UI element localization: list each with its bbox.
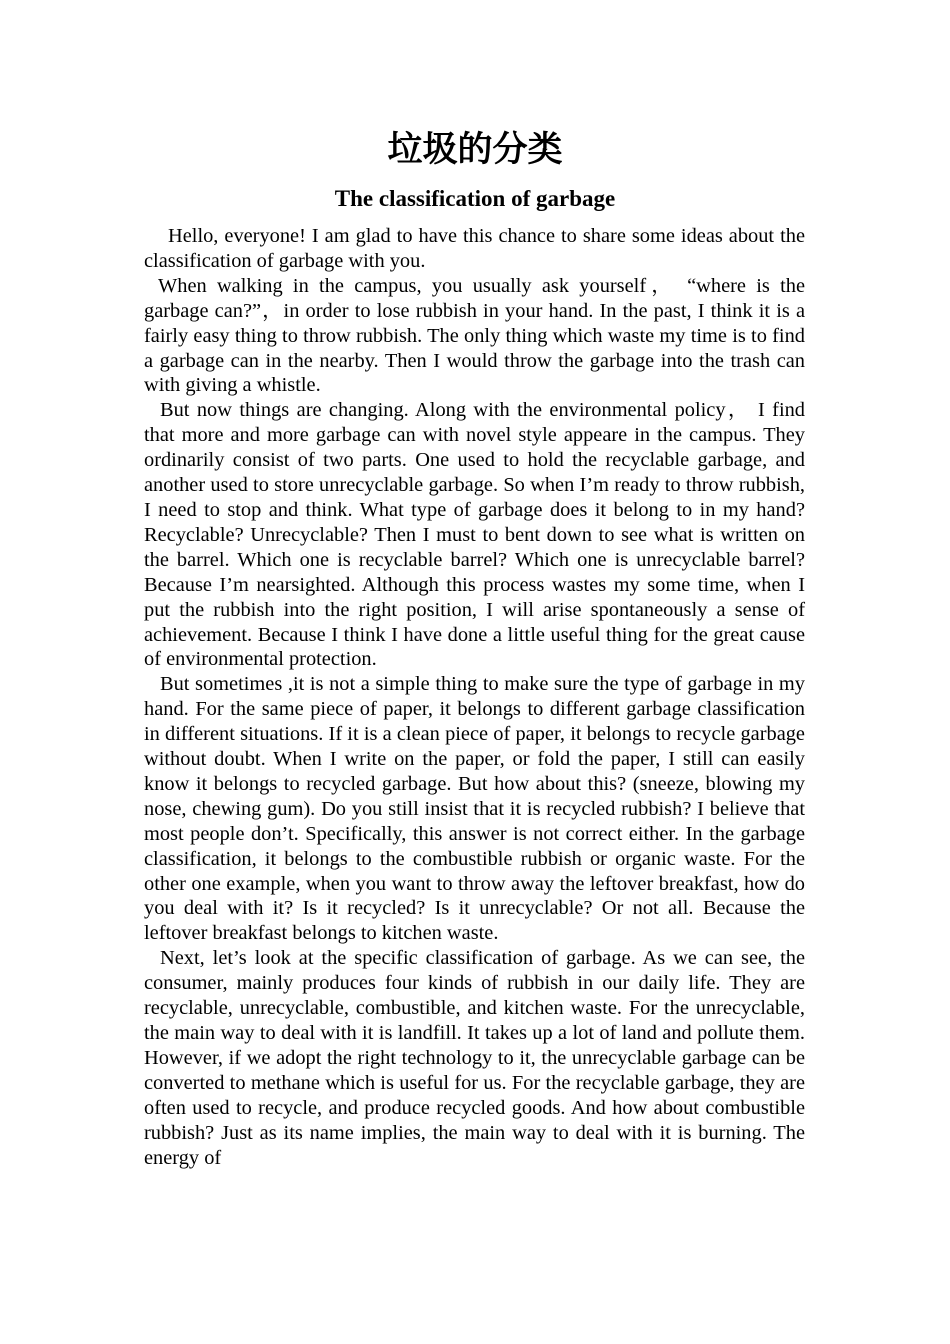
body-text bbox=[144, 224, 805, 1170]
paragraph-classification: Next, let’s look at the specific classification of garbage. As we can see, the consumer, mainly produces four kinds of rubbish in our daily life. They are recyclable, unrecyclable, combustible, and kitchen waste. For the unrecyclable, the main way to deal with it is landfill. It takes up a lot of land and pollute them. However, if we adopt the right technology to it, the unrecyclable garbage can be converted to methane which is useful for us. For the recyclable garbage, they are often used to recycle, and produce recycled goods. And how about combustible rubbish? Just as its name implies, the main way to deal with it is burning. The energy of bbox=[144, 947, 805, 1169]
paragraph-sometimes: But sometimes ,it is not a simple thing to make sure the type of garbage in my hand. For the same piece of paper, it belongs to different garbage classification in different situations. If it is a clean piece of paper, it belongs to recycle garbage without doubt. When I write on the paper, or fold the paper, I still can easily know it belongs to recycled garbage. But how about this? (sneeze, blowing my nose, chewing gum). Do you still insist that it is recycled rubbish? I believe that most people don’t. Specifically, this answer is not correct either. In the garbage classification, it belongs to the combustible rubbish or organic waste. For the other one example, when you want to throw away the leftover breakfast, how do you deal with it? Is it recycled? Is it unrecyclable? Or not all. Because the leftover breakfast belongs to kitchen waste. bbox=[144, 673, 805, 945]
title-english: The classification of garbage bbox=[334, 186, 616, 211]
paragraph-campus: When walking in the campus, you usually ask yourself， “where is the garbage can?”，in order to lose rubbish in your hand. In the past, I think it is a fairly easy thing to throw rubbish. The only thing which waste my time is to find a garbage can in the nearby. Then I would throw the garbage into the trash can with giving a whistle. bbox=[144, 274, 805, 397]
title-chinese: 垃圾的分类 bbox=[387, 130, 563, 170]
paragraph-changes: But now things are changing. Along with the environmental policy， I find that more and more garbage can with novel style appeare in the campus. They ordinarily consist of two parts. One used to hold the recyclable garbage, and another used to store unrecyclable garbage. So when I’m ready to throw rubbish, I need to stop and think. What type of garbage does it belong to in my hand? Recyclable? Unrecyclable? Then I must to bent down to see what is written on the barrel. Which one is recyclable barrel? Which one is unrecyclable barrel? Because I’m nearsighted. Although this process wastes my some time, when I put the rubbish into the right position, I will arise spontaneously a sense of achievement. Because I think I have done a little useful thing for the great cause of environmental protection. bbox=[144, 399, 805, 671]
paragraph-intro: Hello, everyone! I am glad to have this chance to share some ideas about the classification of garbage with you. bbox=[144, 225, 805, 272]
